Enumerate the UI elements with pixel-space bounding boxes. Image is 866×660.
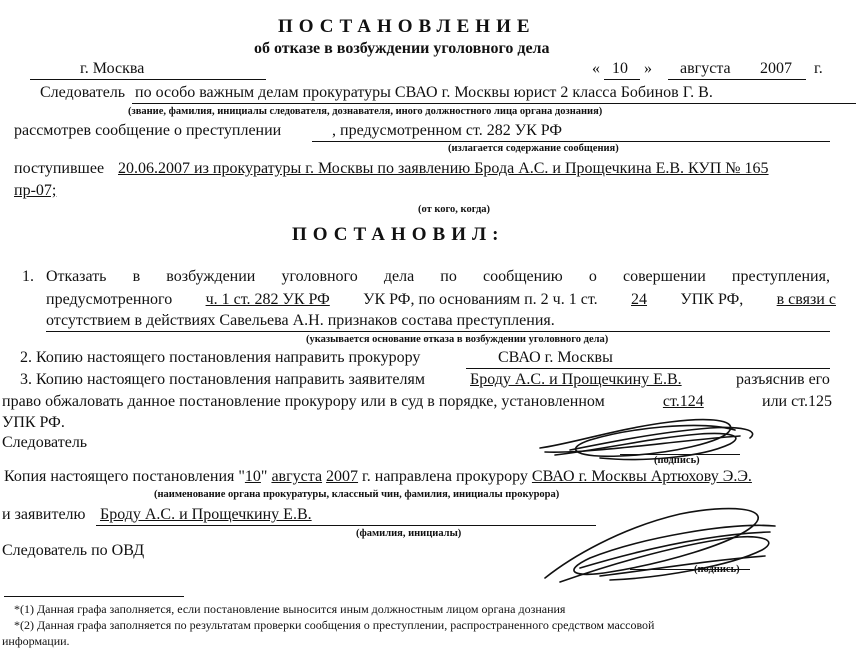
item2-value: СВАО г. Москвы xyxy=(498,349,613,366)
received-caption: (от кого, когда) xyxy=(418,204,491,215)
signature1-label: Следователь xyxy=(2,434,88,451)
applicant-underline xyxy=(96,525,596,526)
footnote-1: *(1) Данная графа заполняется, если постановление выносится иным должностным лицом органа дознания xyxy=(14,602,566,616)
item2-text: 2. Копию настоящего постановления направить прокурору xyxy=(20,349,421,366)
applicant-prefix: и заявителю xyxy=(2,506,86,523)
copy-sent-prefix: Копия настоящего постановления " xyxy=(4,468,245,485)
item1-word: совершении xyxy=(622,268,706,285)
resolved-title: ПОСТАНОВИЛ: xyxy=(292,224,505,245)
copy-sent-month: августа xyxy=(271,468,323,485)
considered-value: , предусмотренном ст. 282 УК РФ xyxy=(332,122,562,139)
date-year-suffix: г. xyxy=(814,60,823,77)
investigator-caption: (звание, фамилия, инициалы следователя, дознавателя, иного должностного лица органа дознания) xyxy=(128,106,603,117)
copy-sent-value: СВАО г. Москвы Артюхову Э.Э. xyxy=(531,468,752,485)
item1-line1 xyxy=(46,268,830,286)
applicant-caption: (фамилия, инициалы) xyxy=(356,528,462,539)
received-prefix: поступившее xyxy=(14,160,105,177)
item1-line2-e: УПК РФ, xyxy=(680,291,744,308)
copy-sent-year: 2007 xyxy=(326,468,359,485)
date-month: августа xyxy=(680,60,731,77)
item3-text: 3. Копию настоящего постановления направить заявителям xyxy=(20,371,425,388)
signature2-image xyxy=(540,498,790,588)
footnote-2-line2: информации. xyxy=(2,634,70,648)
item1-word: уголовного xyxy=(281,268,358,285)
item1-line2-article: ч. 1 ст. 282 УК РФ xyxy=(205,291,330,308)
item1-word: дела xyxy=(383,268,415,285)
investigator-value: по особо важным делам прокуратуры СВАО г. Москвы юрист 2 класса Бобинов Г. В. xyxy=(135,84,713,101)
item3-rest: разъяснив его xyxy=(736,371,830,388)
received-value-line2: пр-07; xyxy=(14,182,57,199)
date-quote-close: » xyxy=(644,60,652,77)
item1-underline xyxy=(46,331,830,332)
document-title: ПОСТАНОВЛЕНИЕ xyxy=(278,16,536,37)
footnote-2-line1: *(2) Данная графа заполняется по результатам проверки сообщения о преступлении, распространенного средством массовой xyxy=(14,618,655,632)
considered-prefix: рассмотрев сообщение о преступлении xyxy=(14,122,282,139)
copy-sent-line xyxy=(4,468,752,486)
date-day-underline xyxy=(604,79,640,80)
footnote-separator xyxy=(4,596,184,597)
copy-sent-day: 10 xyxy=(244,468,261,485)
copy-sent-mid1: " xyxy=(260,468,268,485)
copy-sent-mid2: г. направлена прокурору xyxy=(362,468,528,485)
item1-word: возбуждении xyxy=(166,268,256,285)
investigator-underline xyxy=(132,103,856,104)
item1-word: в xyxy=(132,268,141,285)
copy-sent-caption: (наименование органа прокуратуры, классный чин, фамилия, инициалы прокурора) xyxy=(154,489,560,500)
item1-line3: отсутствием в действиях Савельева А.Н. признаков состава преступления. xyxy=(46,312,555,329)
signature1-caption: (подпись) xyxy=(654,455,700,466)
item1-word: преступления, xyxy=(731,268,830,285)
signature2-caption: (подпись) xyxy=(694,564,740,575)
date-day: 10 xyxy=(612,60,628,77)
city-underline xyxy=(30,79,266,80)
signature1-underline xyxy=(620,454,740,455)
considered-underline xyxy=(312,141,830,142)
document-subtitle: об отказе в возбуждении уголовного дела xyxy=(254,40,550,57)
date-month-underline xyxy=(668,79,806,80)
received-value-line1: 20.06.2007 из прокуратуры г. Москвы по заявлению Брода А.С. и Прощечкина Е.В. КУП № 165 xyxy=(118,160,769,177)
item3-line3: УПК РФ. xyxy=(2,414,65,431)
item1-line2-f: в связи с xyxy=(776,291,836,308)
considered-caption: (излагается содержание сообщения) xyxy=(448,143,619,154)
item3-line2-a: право обжаловать данное постановление прокурору или в суд в порядке, установленном xyxy=(2,393,605,410)
item2-underline xyxy=(466,368,830,369)
item1-line2-c: УК РФ, по основаниям п. 2 ч. 1 ст. xyxy=(363,291,598,308)
date-year: 2007 xyxy=(760,60,792,77)
item1-word: сообщению xyxy=(482,268,563,285)
item1-number: 1. xyxy=(22,268,34,285)
item1-word: Отказать xyxy=(46,268,107,285)
item1-word: по xyxy=(440,268,457,285)
city: г. Москва xyxy=(80,60,145,77)
item1-caption: (указывается основание отказа в возбуждении уголовного дела) xyxy=(306,334,609,345)
date-quote-open: « xyxy=(592,60,600,77)
item3-line2-c: или ст.125 xyxy=(762,393,832,410)
applicant-value: Броду А.С. и Прощечкину Е.В. xyxy=(100,506,312,523)
item3-value: Броду А.С. и Прощечкину Е.В. xyxy=(470,371,682,388)
signature2-label: Следователь по ОВД xyxy=(2,542,145,559)
item1-line2-a: предусмотренного xyxy=(46,291,173,308)
item1-word: о xyxy=(588,268,597,285)
investigator-prefix: Следователь xyxy=(40,84,126,101)
signature1-image xyxy=(530,400,770,470)
item1-line2 xyxy=(46,291,836,309)
item1-line2-article-num: 24 xyxy=(631,291,648,308)
item3-line2-article: ст.124 xyxy=(662,393,704,410)
